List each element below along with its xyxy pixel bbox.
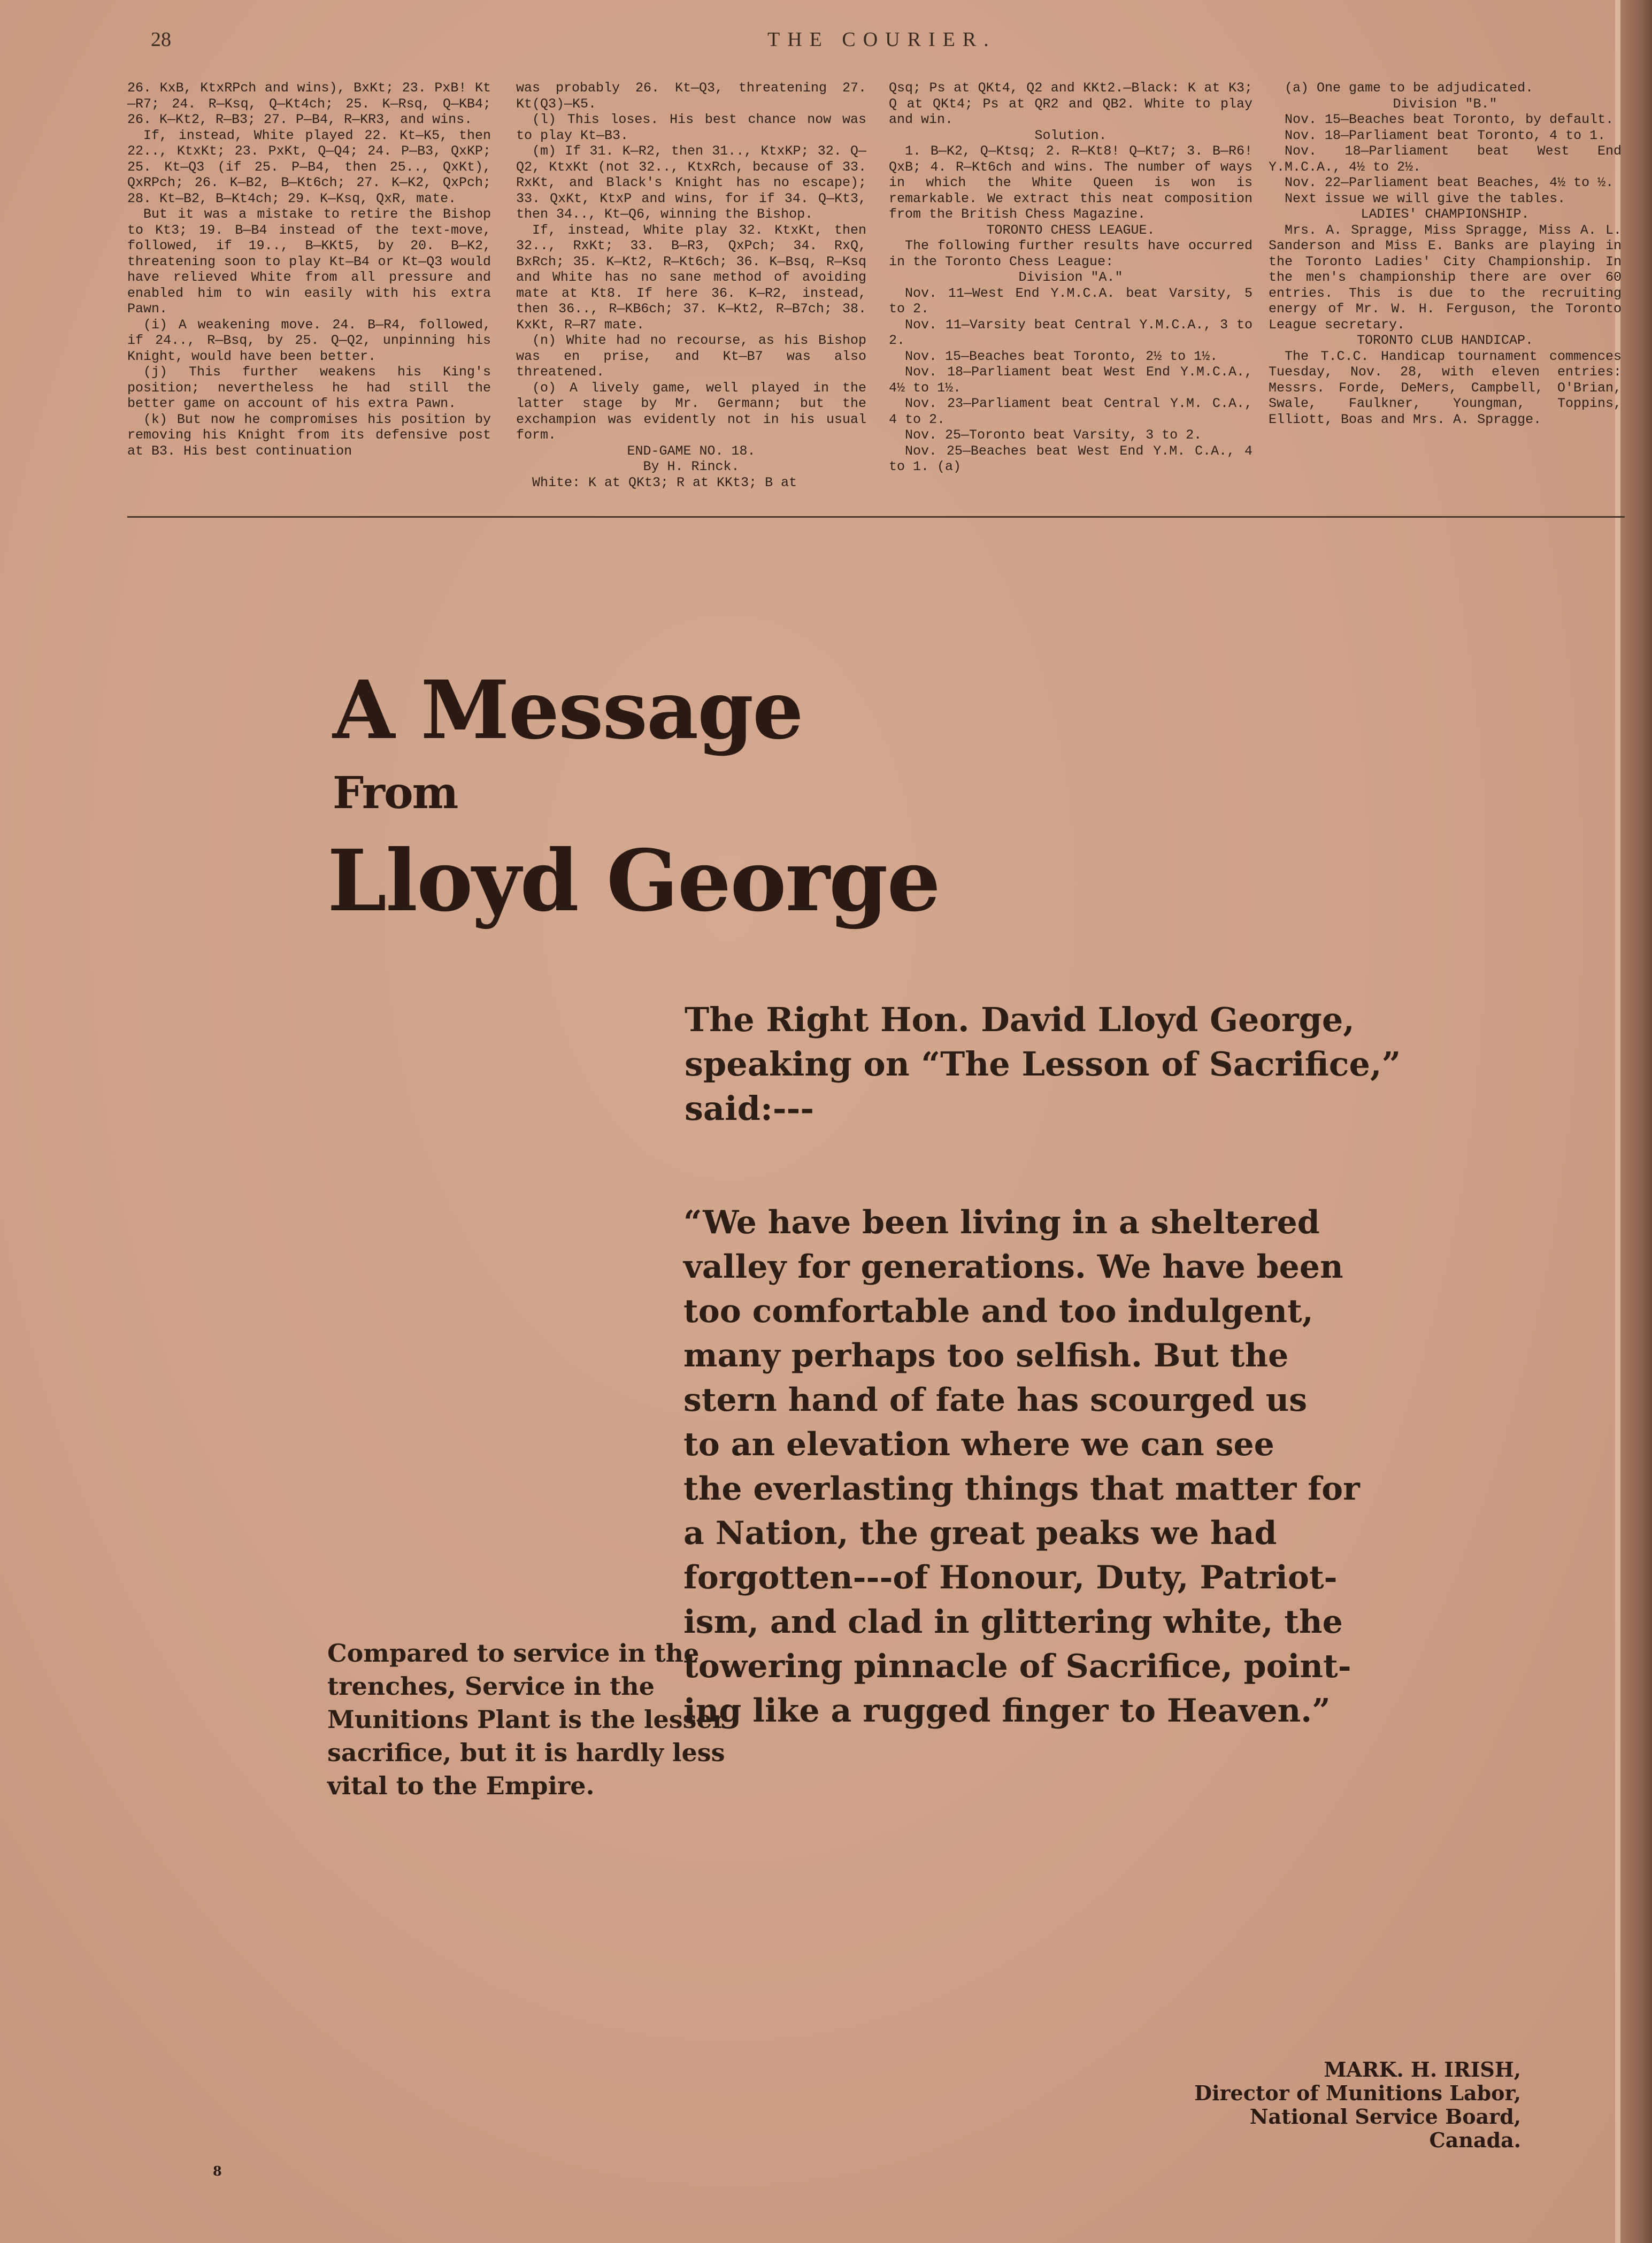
paragraph: Qsq; Ps at QKt4, Q2 and KKt2.—Black: K at K3; Q at QKt4; Ps at QR2 and QB2. White to play and win. bbox=[889, 80, 1253, 127]
quote-line: valley for generations. We have been bbox=[683, 1248, 1343, 1286]
handicap-heading: TORONTO CLUB HANDICAP. bbox=[1356, 333, 1534, 348]
ad-side-note: Compared to service in the trenches, Service in the Munitions Plant is the lesser sacrifice, but it is hardly less vital to the Empire. bbox=[327, 1639, 726, 1800]
quote-line: stern hand of fate has scourged us bbox=[683, 1381, 1308, 1419]
paragraph: (n) White had no recourse, as his Bishop was en prise, and Kt—B7 was also threatened. bbox=[516, 333, 866, 380]
quote-line: a Nation, the great peaks we had bbox=[683, 1515, 1277, 1552]
paragraph: 1. B—K2, Q—Ktsq; 2. R—Kt8! Q—Kt7; 3. B—R6! QxB; 4. R—Kt6ch and wins. The number of ways in which the White Queen is won is remarkable. We extract this neat composition from the British Chess Magazine. bbox=[889, 143, 1253, 222]
paragraph: If, instead, White play 32. KtxKt, then 32.., RxKt; 33. B—R3, QxPch; 34. RxQ, BxRch; 35. K—Kt2, R—Kt6ch; 36. K—Bsq, R—Ksq and White has no sane method of avoiding mate at Kt8. If here 36. K—R2, instead, then 36.., R—KB6ch; 37. K—Kt2, R—B7ch; 38. KxKt, R—R7 mate. bbox=[516, 222, 866, 333]
result-line: Nov. 25—Beaches beat West End Y.M. C.A., 4 to 1. (a) bbox=[889, 443, 1253, 474]
paragraph: If, instead, White played 22. Kt—K5, then 22.., KtxKt; 23. PxKt, Q—Q4; 24. P—B3, QxKP; 25. Kt—Q3 (if 25. P—B4, then 25.., QxKt), QxRPch; 26. K—B2, B—Kt6ch; 27. K—K2, QxPch; 28. Kt—B2, B—Kt4ch; 29. K—Ksq, QxR, mate. bbox=[127, 127, 491, 206]
solution-heading: Solution. bbox=[1034, 127, 1107, 143]
result-line: Nov. 11—West End Y.M.C.A. beat Varsity, 5 to 2. bbox=[889, 285, 1253, 317]
signature-name: MARK. H. IRISH, bbox=[1324, 2057, 1521, 2081]
quote-line: too comfortable and too indulgent, bbox=[683, 1293, 1313, 1330]
result-line: Nov. 22—Parliament beat Beaches, 4½ to ½. bbox=[1285, 175, 1614, 190]
result-line: Nov. 15—Beaches beat Toronto, by default. bbox=[1285, 112, 1614, 127]
division-heading: Division "A." bbox=[1018, 270, 1123, 285]
paragraph: 26. KxB, KtxRPch and wins), BxKt; 23. PxB! Kt—R7; 24. R—Ksq, Q—Kt4ch; 25. K—Rsq, Q—KB4; 26. K—Kt2, R—B3; 27. P—B4, R—KR3, and wins. bbox=[127, 80, 491, 127]
quote-line: many perhaps too selfish. But the bbox=[683, 1337, 1289, 1374]
paragraph: White: K at QKt3; R at KKt3; B at bbox=[532, 474, 797, 490]
paragraph: The T.C.C. Handicap tournament commences Tuesday, Nov. 28, with eleven entries: Messrs. Forde, DeMers, Campbell, O'Brian, Swale, Faulkner, Youngman, Toppins, Elliott, Boas and Mrs. A. Spragge. bbox=[1269, 348, 1622, 427]
endgame-author: By H. Rinck. bbox=[643, 459, 740, 474]
result-line: Nov. 15—Beaches beat Toronto, 2½ to 1½. bbox=[905, 348, 1218, 364]
paragraph: Next issue we will give the tables. bbox=[1285, 190, 1566, 206]
result-line: Nov. 23—Parliament beat Central Y.M. C.A., 4 to 2. bbox=[889, 396, 1253, 427]
result-line: Nov. 18—Parliament beat West End Y.M.C.A., 4½ to 1½. bbox=[889, 364, 1253, 396]
division-heading: Division "B." bbox=[1393, 96, 1497, 112]
paragraph: (o) A lively game, well played in the latter stage by Mr. Germann; but the exchampion was evidently not in his usual form. bbox=[516, 380, 866, 443]
paragraph: The following further results have occurred in the Toronto Chess League: bbox=[889, 238, 1253, 270]
intro-line: said:--- bbox=[685, 1089, 815, 1128]
masthead-title: THE COURIER. bbox=[767, 28, 996, 51]
result-line: Nov. 18—Parliament beat Toronto, 4 to 1. bbox=[1285, 127, 1606, 143]
ladies-heading: LADIES' CHAMPIONSHIP. bbox=[1361, 206, 1530, 222]
ad-quote bbox=[683, 1201, 1360, 1733]
intro-line: speaking on “The Lesson of Sacrifice,” bbox=[685, 1044, 1401, 1084]
signature-title: Director of Munitions Labor, bbox=[1194, 2081, 1521, 2105]
paragraph: (i) A weakening move. 24. B—R4, followed, if 24.., R—Bsq, by 25. Q—Q2, unpinning his Knight, would have been better. bbox=[127, 317, 491, 364]
paragraph: (k) But now he compromises his position by removing his Knight from its defensive post at B3. His best continuation bbox=[127, 411, 491, 459]
quote-line: ing like a rugged finger to Heaven.” bbox=[683, 1692, 1331, 1730]
paragraph: (m) If 31. K—R2, then 31.., KtxKP; 32. Q—Q2, KtxKt (not 32.., KtxRch, because of 33. RxKt, and Black's Knight has no escape); 33. QxKt, KtxP and wins, for if 34. Q—Kt3, then 34.., Kt—Q6, winning the Bishop. bbox=[516, 143, 866, 222]
quote-line: “We have been living in a sheltered bbox=[683, 1204, 1320, 1241]
torn-page-edge bbox=[1620, 0, 1652, 2243]
endgame-heading: END-GAME NO. 18. bbox=[627, 443, 756, 459]
intro-line: The Right Hon. David Lloyd George, bbox=[685, 1000, 1355, 1039]
chess-column-3 bbox=[889, 80, 1253, 503]
league-heading: TORONTO CHESS LEAGUE. bbox=[986, 222, 1155, 238]
chess-column-2 bbox=[516, 80, 866, 503]
ad-intro bbox=[685, 997, 1465, 1131]
signature-country: Canada. bbox=[1429, 2128, 1521, 2152]
quote-line: towering pinnacle of Sacrifice, point- bbox=[683, 1648, 1351, 1685]
quote-line: the everlasting things that matter for bbox=[683, 1470, 1360, 1508]
chess-column-4 bbox=[1269, 80, 1622, 503]
quote-line: forgotten---of Honour, Duty, Patriot- bbox=[683, 1559, 1338, 1596]
ad-title-line-1: A Message bbox=[333, 663, 803, 757]
quote-line: ism, and clad in glittering white, the bbox=[683, 1603, 1343, 1641]
quote-line: to an elevation where we can see bbox=[683, 1426, 1274, 1463]
ad-title-line-2: From bbox=[333, 767, 458, 819]
paragraph: (a) One game to be adjudicated. bbox=[1285, 80, 1534, 96]
column-divider-rule bbox=[127, 516, 1625, 518]
chess-column-1 bbox=[127, 80, 491, 503]
result-line: Nov. 25—Toronto beat Varsity, 3 to 2. bbox=[905, 427, 1202, 443]
paragraph: (j) This further weakens his King's position; nevertheless he had still the better game on account of his extra Pawn. bbox=[127, 364, 491, 411]
paragraph: was probably 26. Kt—Q3, threatening 27. Kt(Q3)—K5. bbox=[516, 80, 866, 112]
result-line: Nov. 18—Parliament beat West End Y.M.C.A., 4½ to 2½. bbox=[1269, 143, 1622, 175]
paragraph: Mrs. A. Spragge, Miss Spragge, Miss A. L. Sanderson and Miss E. Banks are playing in the Toronto Ladies' City Championship. In the men's championship there are over 60 entries. This is due to the recruiting energy of Mr. W. H. Ferguson, the Toronto League secretary. bbox=[1269, 222, 1622, 333]
footer-mark: 8 bbox=[213, 2163, 222, 2179]
paragraph: But it was a mistake to retire the Bishop to Kt3; 19. B—B4 instead of the text-move, followed, if 19.., B—KKt5, by 20. B—K2, threatening soon to play Kt—B4 or Kt—Q3 would have relieved White from all pressure and enabled him to win easily with his extra Pawn. bbox=[127, 206, 491, 317]
ad-title-line-3: Lloyd George bbox=[327, 832, 940, 931]
result-line: Nov. 11—Varsity beat Central Y.M.C.A., 3 to 2. bbox=[889, 317, 1253, 348]
page-number: 28 bbox=[151, 28, 171, 51]
signature-org: National Service Board, bbox=[1249, 2104, 1521, 2129]
paragraph: (l) This loses. His best chance now was to play Kt—B3. bbox=[516, 112, 866, 143]
